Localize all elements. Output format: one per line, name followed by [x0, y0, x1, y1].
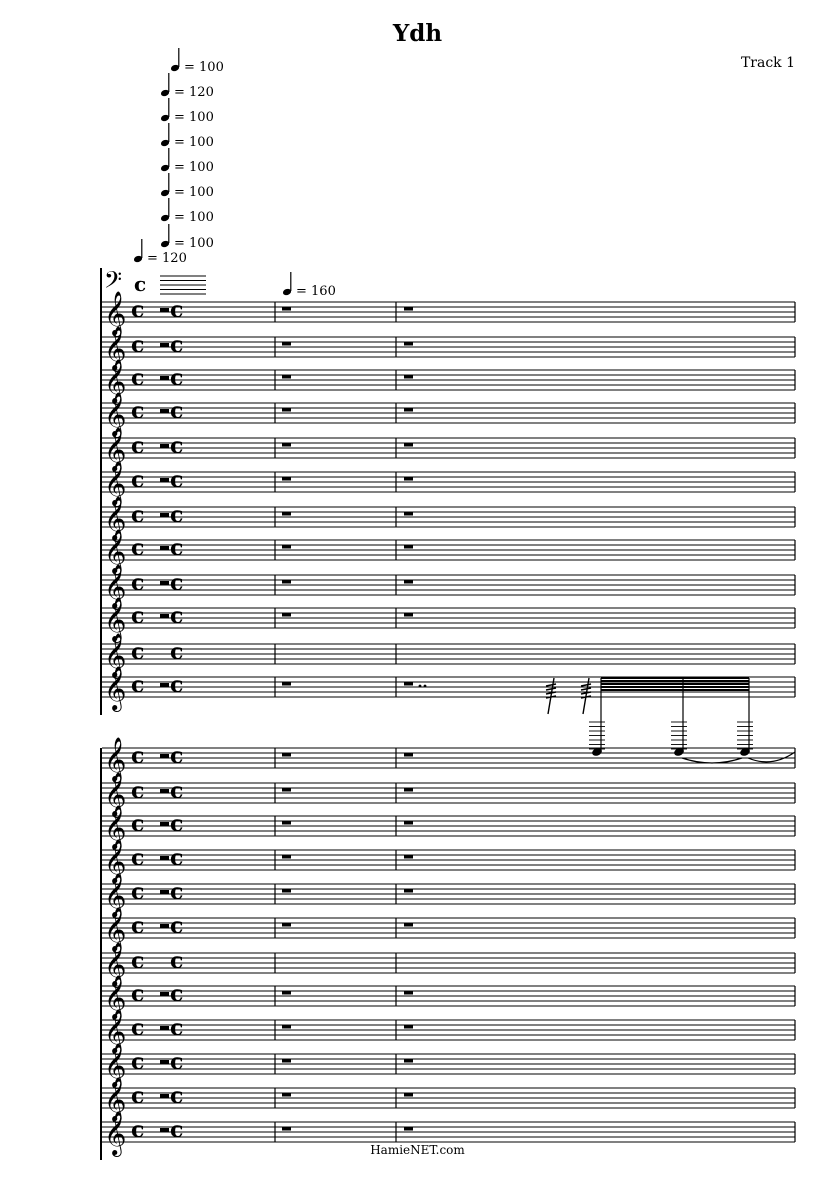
whole-rest: [404, 991, 413, 995]
tempo-text: = 100: [174, 135, 214, 150]
track-label: Track 1: [740, 55, 795, 71]
time-signature: c: [170, 433, 184, 459]
time-signature: c: [170, 297, 184, 323]
half-rest: [160, 789, 169, 793]
time-signature: c: [131, 639, 145, 665]
time-signature: c: [170, 879, 184, 905]
whole-rest: [404, 753, 413, 757]
treble-clef: 𝄞: [104, 772, 127, 816]
treble-clef: 𝄞: [104, 1009, 127, 1053]
tempo-marking: [160, 98, 214, 125]
time-signature: c: [131, 913, 145, 939]
tremolo-beam: [546, 696, 556, 698]
tempo-marking: [160, 148, 214, 175]
half-rest: [160, 1026, 169, 1030]
time-signature: c: [170, 981, 184, 1007]
half-rest: [160, 1094, 169, 1098]
whole-rest: [404, 1025, 413, 1029]
whole-rest: [282, 307, 291, 311]
staff: [102, 1077, 795, 1123]
whole-rest: [282, 923, 291, 927]
whole-rest: [282, 342, 291, 346]
half-rest: [160, 308, 169, 312]
treble-clef: 𝄞: [104, 975, 127, 1019]
time-signature: c: [170, 398, 184, 424]
treble-clef: 𝄞: [104, 291, 127, 335]
half-rest: [160, 444, 169, 448]
treble-clef: 𝄞: [104, 326, 127, 370]
time-signature: c: [131, 948, 145, 974]
tempo-text: = 120: [174, 85, 214, 100]
time-signature: c: [131, 811, 145, 837]
half-rest: [160, 614, 169, 618]
time-signature: c: [170, 1015, 184, 1041]
treble-clef: 𝄞: [104, 427, 127, 471]
treble-clef: 𝄞: [104, 359, 127, 403]
whole-rest: [404, 682, 413, 686]
tremolo-beam: [546, 684, 556, 686]
whole-rest: [282, 855, 291, 859]
staff: [102, 597, 795, 643]
time-signature: c: [131, 1083, 145, 1109]
treble-clef: 𝄞: [104, 1043, 127, 1087]
whole-rest: [282, 788, 291, 792]
treble-clef: 𝄞: [104, 805, 127, 849]
time-signature: c: [134, 272, 147, 296]
whole-rest: [282, 682, 291, 686]
time-signature: c: [131, 672, 145, 698]
treble-clef: 𝄞: [104, 1077, 127, 1121]
staff: [102, 805, 795, 851]
staff: [102, 873, 795, 919]
tremolo-beam: [581, 684, 591, 686]
time-signature: c: [131, 297, 145, 323]
tempo-change: [282, 272, 336, 299]
time-signature: c: [131, 365, 145, 391]
treble-clef: 𝄞: [104, 737, 127, 781]
staff: [102, 359, 795, 405]
whole-rest: [404, 1059, 413, 1063]
footer-credit: HamieNET.com: [370, 1143, 465, 1157]
treble-clef: 𝄞: [104, 564, 127, 608]
whole-rest: [404, 923, 413, 927]
time-signature: c: [131, 467, 145, 493]
half-rest: [160, 1060, 169, 1064]
whole-rest: [404, 307, 413, 311]
tempo-marking: [160, 73, 214, 100]
time-signature: c: [170, 1083, 184, 1109]
rest-dot: [424, 685, 427, 688]
treble-clef: 𝄞: [104, 633, 127, 677]
whole-rest: [282, 512, 291, 516]
half-rest: [160, 822, 169, 826]
whole-rest: [404, 1127, 413, 1131]
staff: [102, 907, 795, 953]
tempo-text: = 100: [174, 160, 214, 175]
half-rest: [160, 754, 169, 758]
time-signature: c: [170, 811, 184, 837]
time-signature: c: [170, 603, 184, 629]
time-signature: c: [131, 845, 145, 871]
time-signature: c: [170, 332, 184, 358]
tempo-markings: [133, 48, 336, 299]
treble-clef: 𝄞: [104, 529, 127, 573]
staff: [102, 564, 795, 610]
treble-clef: 𝄞: [104, 873, 127, 917]
treble-clef: 𝄞: [104, 597, 127, 641]
whole-rest: [282, 1025, 291, 1029]
time-signature: c: [170, 913, 184, 939]
staff: [102, 326, 795, 372]
treble-clef: 𝄞: [104, 496, 127, 540]
whole-rest: [404, 512, 413, 516]
time-signature: c: [170, 535, 184, 561]
half-rest: [160, 546, 169, 550]
time-signature: c: [131, 535, 145, 561]
half-rest: [160, 924, 169, 928]
tempo-text: = 100: [174, 236, 214, 251]
time-signature: c: [131, 981, 145, 1007]
staff: [102, 427, 795, 473]
time-signature: c: [170, 845, 184, 871]
staff: [102, 975, 795, 1021]
treble-clef: 𝄞: [104, 942, 127, 986]
time-signature: c: [131, 570, 145, 596]
tempo-text: = 100: [174, 185, 214, 200]
time-signature: c: [131, 1049, 145, 1075]
staff: [102, 496, 795, 542]
staff: [102, 529, 795, 575]
tempo-text: = 100: [184, 60, 224, 75]
system-lower: [101, 737, 795, 1160]
tempo-text: = 100: [174, 110, 214, 125]
whole-rest: [404, 375, 413, 379]
half-rest: [160, 992, 169, 996]
whole-rest: [282, 753, 291, 757]
staff: [102, 1009, 795, 1055]
whole-rest: [404, 580, 413, 584]
whole-rest: [404, 821, 413, 825]
treble-clef: 𝄞: [104, 392, 127, 436]
whole-rest: [404, 855, 413, 859]
time-signature: c: [131, 1015, 145, 1041]
time-signature: c: [170, 948, 184, 974]
whole-rest: [282, 889, 291, 893]
whole-rest: [404, 443, 413, 447]
half-rest: [160, 478, 169, 482]
time-signature: c: [170, 365, 184, 391]
bass-clef: 𝄢: [104, 266, 123, 299]
whole-rest: [282, 443, 291, 447]
treble-clef: 𝄞: [104, 666, 127, 710]
system-upper: [101, 266, 795, 715]
time-signature: c: [170, 1117, 184, 1143]
half-rest: [160, 376, 169, 380]
half-rest: [160, 1128, 169, 1132]
score-title: Ydh: [392, 20, 443, 47]
time-signature: c: [131, 332, 145, 358]
time-signature: c: [170, 467, 184, 493]
staff: [102, 1043, 795, 1089]
staff: [102, 772, 795, 818]
time-signature: c: [131, 743, 145, 769]
time-signature: c: [170, 570, 184, 596]
whole-rest: [404, 408, 413, 412]
staff: [102, 839, 795, 885]
whole-rest: [282, 991, 291, 995]
half-rest: [160, 856, 169, 860]
treble-clef: 𝄞: [104, 839, 127, 883]
whole-rest: [404, 889, 413, 893]
tempo-marking: [170, 48, 224, 75]
tempo-marking: [160, 198, 214, 225]
time-signature: c: [131, 502, 145, 528]
time-signature: c: [170, 1049, 184, 1075]
treble-clef: 𝄞: [104, 461, 127, 505]
staff: [102, 633, 795, 679]
time-signature: c: [131, 1117, 145, 1143]
tie: [682, 758, 742, 763]
whole-rest: [282, 821, 291, 825]
time-signature: c: [131, 398, 145, 424]
time-signature: c: [131, 603, 145, 629]
tempo-marking: [160, 123, 214, 150]
half-rest: [160, 409, 169, 413]
staff: [102, 461, 795, 507]
tempo-marking: [160, 173, 214, 200]
whole-rest: [282, 477, 291, 481]
time-signature: c: [170, 502, 184, 528]
tremolo-beam: [581, 696, 591, 698]
tempo-text: = 120: [147, 251, 187, 266]
whole-rest: [404, 342, 413, 346]
time-signature: c: [170, 639, 184, 665]
tremolo-beam: [546, 688, 556, 690]
extra-notation: [419, 678, 795, 763]
time-signature: c: [131, 433, 145, 459]
half-rest: [160, 683, 169, 687]
whole-rest: [404, 613, 413, 617]
half-rest: [160, 513, 169, 517]
time-signature: c: [131, 778, 145, 804]
tempo-text: = 160: [296, 284, 336, 299]
half-rest: [160, 581, 169, 585]
staff: [102, 291, 795, 337]
staff: [102, 942, 795, 988]
whole-rest: [404, 788, 413, 792]
treble-clef: 𝄞: [104, 1111, 127, 1155]
tremolo-beam: [581, 688, 591, 690]
whole-rest: [282, 408, 291, 412]
staff: [102, 392, 795, 438]
rest-dot: [419, 685, 422, 688]
whole-rest: [282, 613, 291, 617]
half-rest: [160, 890, 169, 894]
half-rest: [160, 343, 169, 347]
time-signature: c: [170, 672, 184, 698]
whole-rest: [404, 1093, 413, 1097]
whole-rest: [282, 1093, 291, 1097]
time-signature: c: [170, 778, 184, 804]
tempo-text: = 100: [174, 210, 214, 225]
time-signature: c: [170, 743, 184, 769]
whole-rest: [282, 1127, 291, 1131]
whole-rest: [404, 477, 413, 481]
whole-rest: [282, 545, 291, 549]
whole-rest: [282, 1059, 291, 1063]
whole-rest: [282, 375, 291, 379]
treble-clef: 𝄞: [104, 907, 127, 951]
whole-rest: [404, 545, 413, 549]
tempo-marking: [160, 224, 214, 251]
whole-rest: [282, 580, 291, 584]
time-signature: c: [131, 879, 145, 905]
tie: [748, 752, 795, 762]
